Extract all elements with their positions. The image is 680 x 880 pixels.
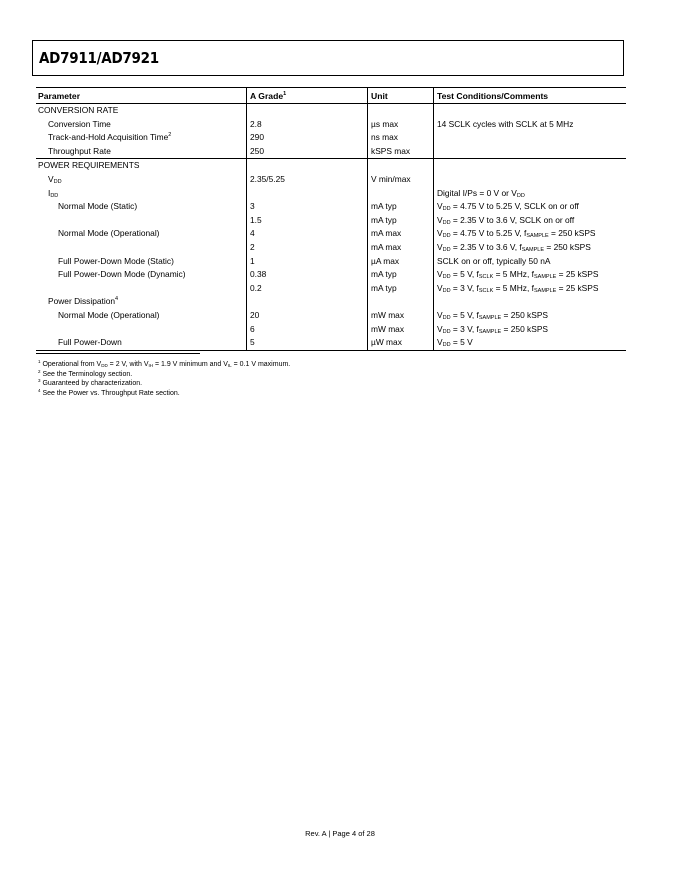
header-parameter: Parameter [36, 88, 247, 104]
footnotes [38, 360, 290, 398]
table-row: Normal Mode (Operational) 4 mA max $V_{DD} = 4.75$ V to 5.25 V, $f_{SAMPLE} = 250$ kSPS [36, 227, 626, 241]
header-box [32, 40, 624, 76]
table-row: Full Power-Down 5 µW max $V_{DD} = 5$ V [36, 336, 626, 350]
footnote-4: $^4$ See the Power vs. Throughput Rate section. [38, 387, 180, 397]
table-row: Full Power-Down Mode (Dynamic) 0.38 mA typ $V_{DD} = 5$ V, $f_{SCLK} = 5$ MHz, $f_{SAMPLE} = 25$ kSPS [36, 268, 626, 282]
table-row: 2 mA max $V_{DD} = 2.35$ V to 3.6 V, $f_{SAMPLE} = 250$ kSPS [36, 241, 626, 255]
table-row: Normal Mode (Static) 3 mA typ $V_{DD} = 4.75$ V to 5.25 V, SCLK on or off [36, 200, 626, 214]
table-row: Track-and-Hold Acquisition Time$^2$ 290 ns max [36, 131, 626, 145]
table-header-row [36, 88, 626, 104]
page-title: AD7911/AD7921 [39, 49, 159, 67]
table-row: Throughput Rate 250 kSPS max [36, 145, 626, 159]
table-row: $I_{DD}$ Digital I/Ps = 0 V or $V_{DD}$ [36, 187, 626, 201]
table-row: 6 mW max $V_{DD} = 3$ V, $f_{SAMPLE} = 250$ kSPS [36, 323, 626, 337]
table-row: Conversion Time 2.8 µs max 14 SCLK cycles with SCLK at 5 MHz [36, 118, 626, 132]
table-row: Power Dissipation$^4$ [36, 295, 626, 309]
table-row: Normal Mode (Operational) 20 mW max $V_{DD} = 5$ V, $f_{SAMPLE} = 250$ kSPS [36, 309, 626, 323]
footnote-3: $^3$ Guaranteed by characterization. [38, 378, 143, 388]
footnote-2: $^2$ See the Terminology section. [38, 368, 133, 378]
spec-table [36, 87, 626, 351]
table-row: Full Power-Down Mode (Static) 1 µA max SCLK on or off, typically 50 nA [36, 255, 626, 269]
header-grade: A Grade$^1$ [247, 88, 368, 104]
table-row: 0.2 mA typ $V_{DD} = 3$ V, $f_{SCLK} = 5$ MHz, $f_{SAMPLE} = 25$ kSPS [36, 282, 626, 296]
page-footer: Rev. A | Page 4 of 28 [305, 829, 375, 838]
header-conditions: Test Conditions/Comments [434, 88, 627, 104]
table-row: $V_{DD}$ 2.35/5.25 V min/max [36, 173, 626, 187]
section-power-requirements: POWER REQUIREMENTS [38, 160, 140, 171]
header-unit: Unit [368, 88, 434, 104]
footnote-divider [36, 353, 200, 354]
table-row [36, 159, 626, 173]
footnote-1: $^1$ Operational from $V_{DD} = 2$ V, with $V_{IH} = 1.9$ V minimum and $V_{IL} = 0.1$ V maximum. [38, 359, 291, 368]
table-row: 1.5 mA typ $V_{DD} = 2.35$ V to 3.6 V, SCLK on or off [36, 214, 626, 228]
table-row [36, 104, 626, 118]
section-conversion-rate: CONVERSION RATE [38, 105, 119, 115]
